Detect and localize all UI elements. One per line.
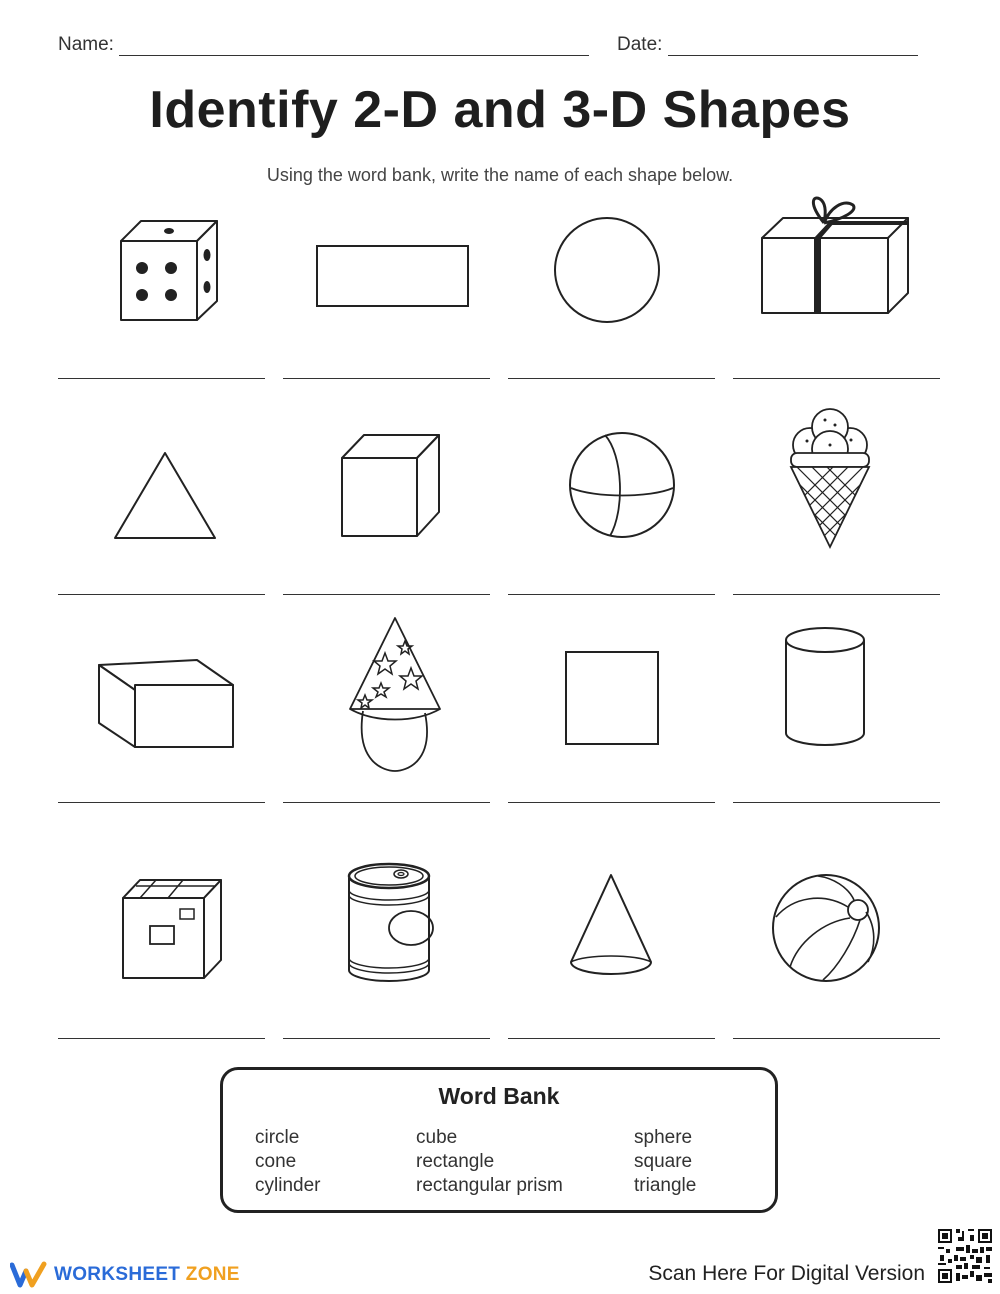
soda-can-icon [343,858,435,984]
dice-icon [115,215,225,325]
brand-logo [10,1258,240,1292]
cone-icon [565,870,657,980]
answer-line-10[interactable] [283,802,490,803]
word-bank-word: cube [416,1127,458,1148]
triangle-icon [110,448,220,543]
square-icon [560,648,665,750]
party-hat-icon [345,613,445,773]
circle-icon [550,215,665,325]
answer-line-3[interactable] [508,378,715,379]
answer-line-14[interactable] [283,1038,490,1039]
brand-name [54,1264,240,1286]
rectangular-prism-icon [95,655,240,753]
scan-text: Scan Here For Digital Version [648,1262,925,1285]
word-bank-word: circle [255,1127,300,1148]
answer-line-16[interactable] [733,1038,940,1039]
word-bank [220,1067,778,1213]
answer-line-7[interactable] [508,594,715,595]
cylinder-icon [780,625,870,750]
answer-line-2[interactable] [283,378,490,379]
brand-accent: ZONE [185,1264,240,1285]
word-bank-word: cylinder [255,1175,321,1196]
gift-box-icon [758,193,913,318]
word-bank-word: triangle [634,1175,697,1196]
name-line[interactable] [119,37,589,56]
name-label: Name: [58,34,114,55]
answer-line-1[interactable] [58,378,265,379]
date-line[interactable] [668,37,918,56]
word-bank-word: cone [255,1151,297,1172]
answer-line-13[interactable] [58,1038,265,1039]
brand-main: WORKSHEET [54,1264,181,1285]
worksheet-zone-logo-icon [10,1261,48,1289]
answer-line-8[interactable] [733,594,940,595]
ball-sphere-icon [565,430,680,540]
word-bank-word: rectangular prism [416,1175,563,1196]
ice-cream-cone-icon [785,405,875,553]
answer-line-6[interactable] [283,594,490,595]
name-field[interactable] [58,34,589,56]
answer-line-4[interactable] [733,378,940,379]
word-bank-word: square [634,1151,693,1172]
cardboard-box-icon [118,874,226,982]
qr-code-icon[interactable] [936,1227,994,1285]
date-field[interactable] [617,34,918,56]
instructions: Using the word bank, write the name of each shape below. [266,165,734,185]
word-bank-word: sphere [634,1127,693,1148]
answer-line-9[interactable] [58,802,265,803]
page-title: Identify 2-D and 3-D Shapes [149,81,851,139]
answer-line-5[interactable] [58,594,265,595]
rectangle-icon [312,242,474,312]
word-bank-word: rectangle [416,1151,495,1172]
answer-line-12[interactable] [733,802,940,803]
word-bank-title: Word Bank [438,1083,560,1109]
beach-ball-icon [768,872,884,984]
answer-line-15[interactable] [508,1038,715,1039]
date-label: Date: [617,34,663,55]
cube-icon [337,430,445,542]
answer-line-11[interactable] [508,802,715,803]
